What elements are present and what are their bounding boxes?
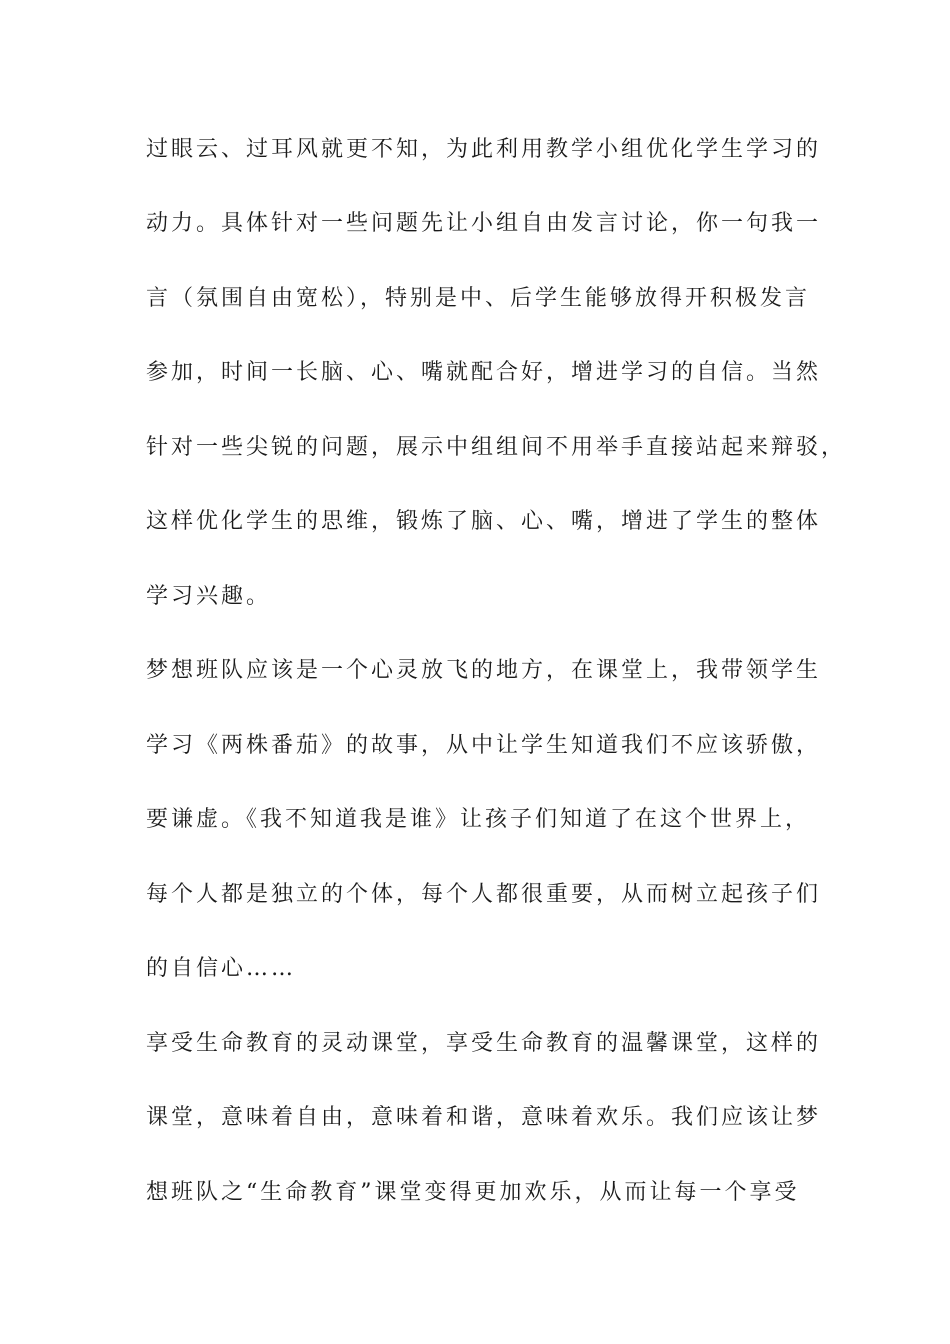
paragraph-1-line-3: 言（氛围自由宽松），特别是中、后学生能够放得开积极发言 [146,286,811,311]
paragraph-3-line-2: 课堂，意味着自由，意味着和谐，意味着欢乐。我们应该让梦 [146,1105,822,1130]
paragraph-2-line-1: 梦想班队应该是一个心灵放飞的地方，在课堂上，我带领学生 [146,658,822,683]
paragraph-1-line-5: 针对一些尖锐的问题，展示中组组间不用举手直接站起来辩驳， [146,435,847,460]
paragraph-1-line-6: 这样优化学生的思维，锻炼了脑、心、嘴，增进了学生的整体 [146,509,822,534]
paragraph-2-line-2: 学习《两株番茄》的故事，从中让学生知道我们不应该骄傲， [146,733,822,758]
paragraph-1-line-7: 学习兴趣。 [146,584,272,609]
paragraph-3-line-3: 想班队之“生命教育”课堂变得更加欢乐，从而让每一个享受 [146,1180,800,1205]
paragraph-3-line-1: 享受生命教育的灵动课堂，享受生命教育的温馨课堂，这样的 [146,1031,822,1056]
paragraph-1-line-4: 参加，时间一长脑、心、嘴就配合好，增进学习的自信。当然 [146,360,822,385]
paragraph-2-line-4: 每个人都是独立的个体，每个人都很重要，从而树立起孩子们 [146,882,822,907]
paragraph-2-line-3: 要谦虚。《我不知道我是谁》让孩子们知道了在这个世界上， [146,807,811,832]
paragraph-2-line-5: 的自信心…… [146,956,297,981]
paragraph-1-line-2: 动力。具体针对一些问题先让小组自由发言讨论，你一句我一 [146,211,822,236]
paragraph-1-line-1: 过眼云、过耳风就更不知，为此利用教学小组优化学生学习的 [146,137,822,162]
